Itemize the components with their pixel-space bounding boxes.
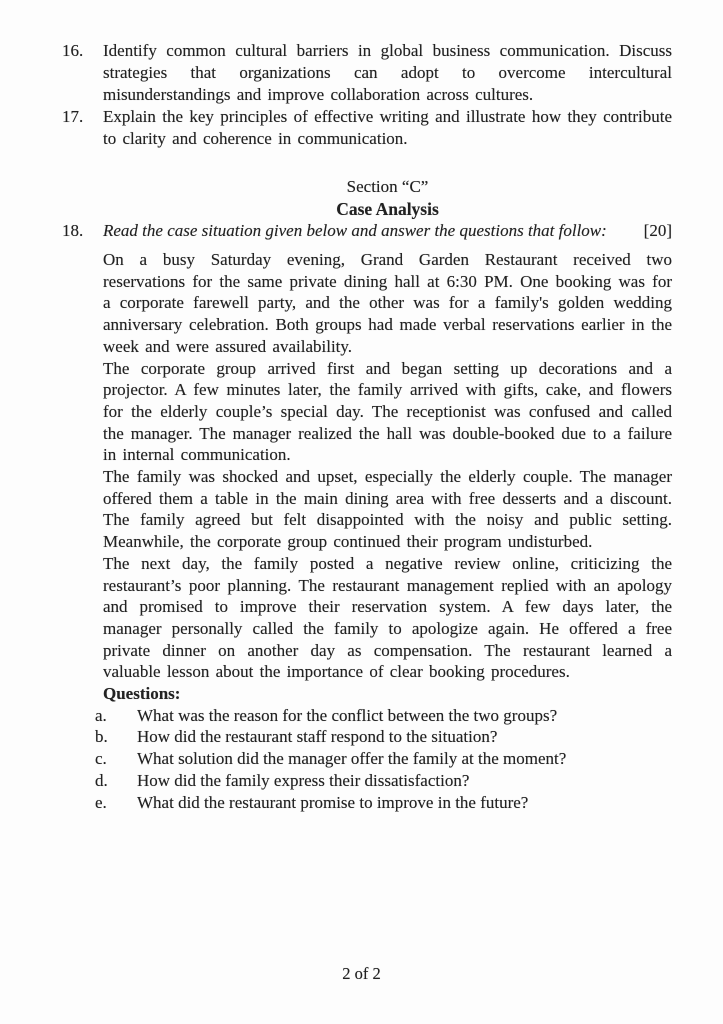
sub-question-e — [95, 792, 672, 814]
question-17-row — [62, 106, 672, 150]
sub-question-c-letter: c. — [95, 749, 107, 769]
question-18-number: 18. — [62, 221, 84, 240]
sub-question-e-text: What did the restaurant promise to improve in the future? — [137, 792, 529, 812]
section-title: Section “C” — [346, 177, 429, 196]
sub-question-c — [95, 748, 672, 770]
question-18-marks: [20] — [643, 221, 672, 240]
question-16-row — [62, 40, 672, 106]
sub-question-c-text: What solution did the manager offer the family at the moment? — [137, 749, 567, 769]
case-paragraph-1: On a busy Saturday evening, Grand Garden Restaurant received two reservations for the same private dining hall at 6:30 PM. One booking was for a corporate farewell party, and the other was for a family's golden wedding anniversary celebration. Both groups had made verbal reservations earlier in the week and were assured availability. — [103, 250, 672, 356]
sub-question-d-text: How did the family express their dissatisfaction? — [137, 770, 470, 790]
page-number-footer: 2 of 2 — [342, 964, 381, 983]
case-paragraph-2: The corporate group arrived first and began setting up decorations and a projector. A few minutes later, the family arrived with gifts, cake, and flowers for the elderly couple’s special day. The receptionist was confused and called the manager. The manager realized the hall was double-booked due to a failure in internal communication. — [103, 358, 672, 465]
question-17-number: 17. — [62, 107, 84, 126]
sub-question-b — [95, 726, 672, 748]
sub-question-b-letter: b. — [95, 727, 108, 747]
question-16-text: Identify common cultural barriers in global business communication. Discuss strategies that organizations can adopt to overcome intercultural misunderstandings and improve collaboration across cultures. — [103, 41, 672, 104]
question-18-row — [62, 220, 672, 242]
case-paragraph-3: The family was shocked and upset, especially the elderly couple. The manager offered them a table in the main dining area with free desserts and a discount. The family agreed but felt disappointed with the noisy and public setting. Meanwhile, the corporate group continued their program undisturbed. — [103, 467, 672, 552]
question-16-number: 16. — [62, 41, 84, 60]
sub-question-a — [95, 705, 672, 727]
sub-question-d-letter: d. — [95, 770, 108, 790]
case-paragraph-4: The next day, the family posted a negative review online, criticizing the restaurant’s poor planning. The restaurant management replied with an apology and promised to improve their reservation system. A few days later, the manager personally called the family to apologize again. He offered a free private dinner on another day as compensation. The restaurant learned a valuable lesson about the importance of clear booking procedures. — [103, 553, 672, 682]
sub-question-d — [95, 770, 672, 792]
question-18-instruction: Read the case situation given below and answer the questions that follow: — [103, 221, 607, 240]
case-study-body — [95, 249, 672, 813]
question-17-text: Explain the key principles of effective writing and illustrate how they contribute to clarity and coherence in communication. — [103, 107, 672, 148]
sub-question-a-letter: a. — [95, 705, 107, 725]
sub-question-b-text: How did the restaurant staff respond to the situation? — [137, 727, 498, 747]
section-subtitle: Case Analysis — [336, 199, 439, 219]
question-18-line — [103, 220, 672, 242]
sub-question-e-letter: e. — [95, 792, 107, 812]
questions-label: Questions: — [103, 684, 181, 704]
sub-question-a-text: What was the reason for the conflict between the two groups? — [137, 705, 558, 725]
